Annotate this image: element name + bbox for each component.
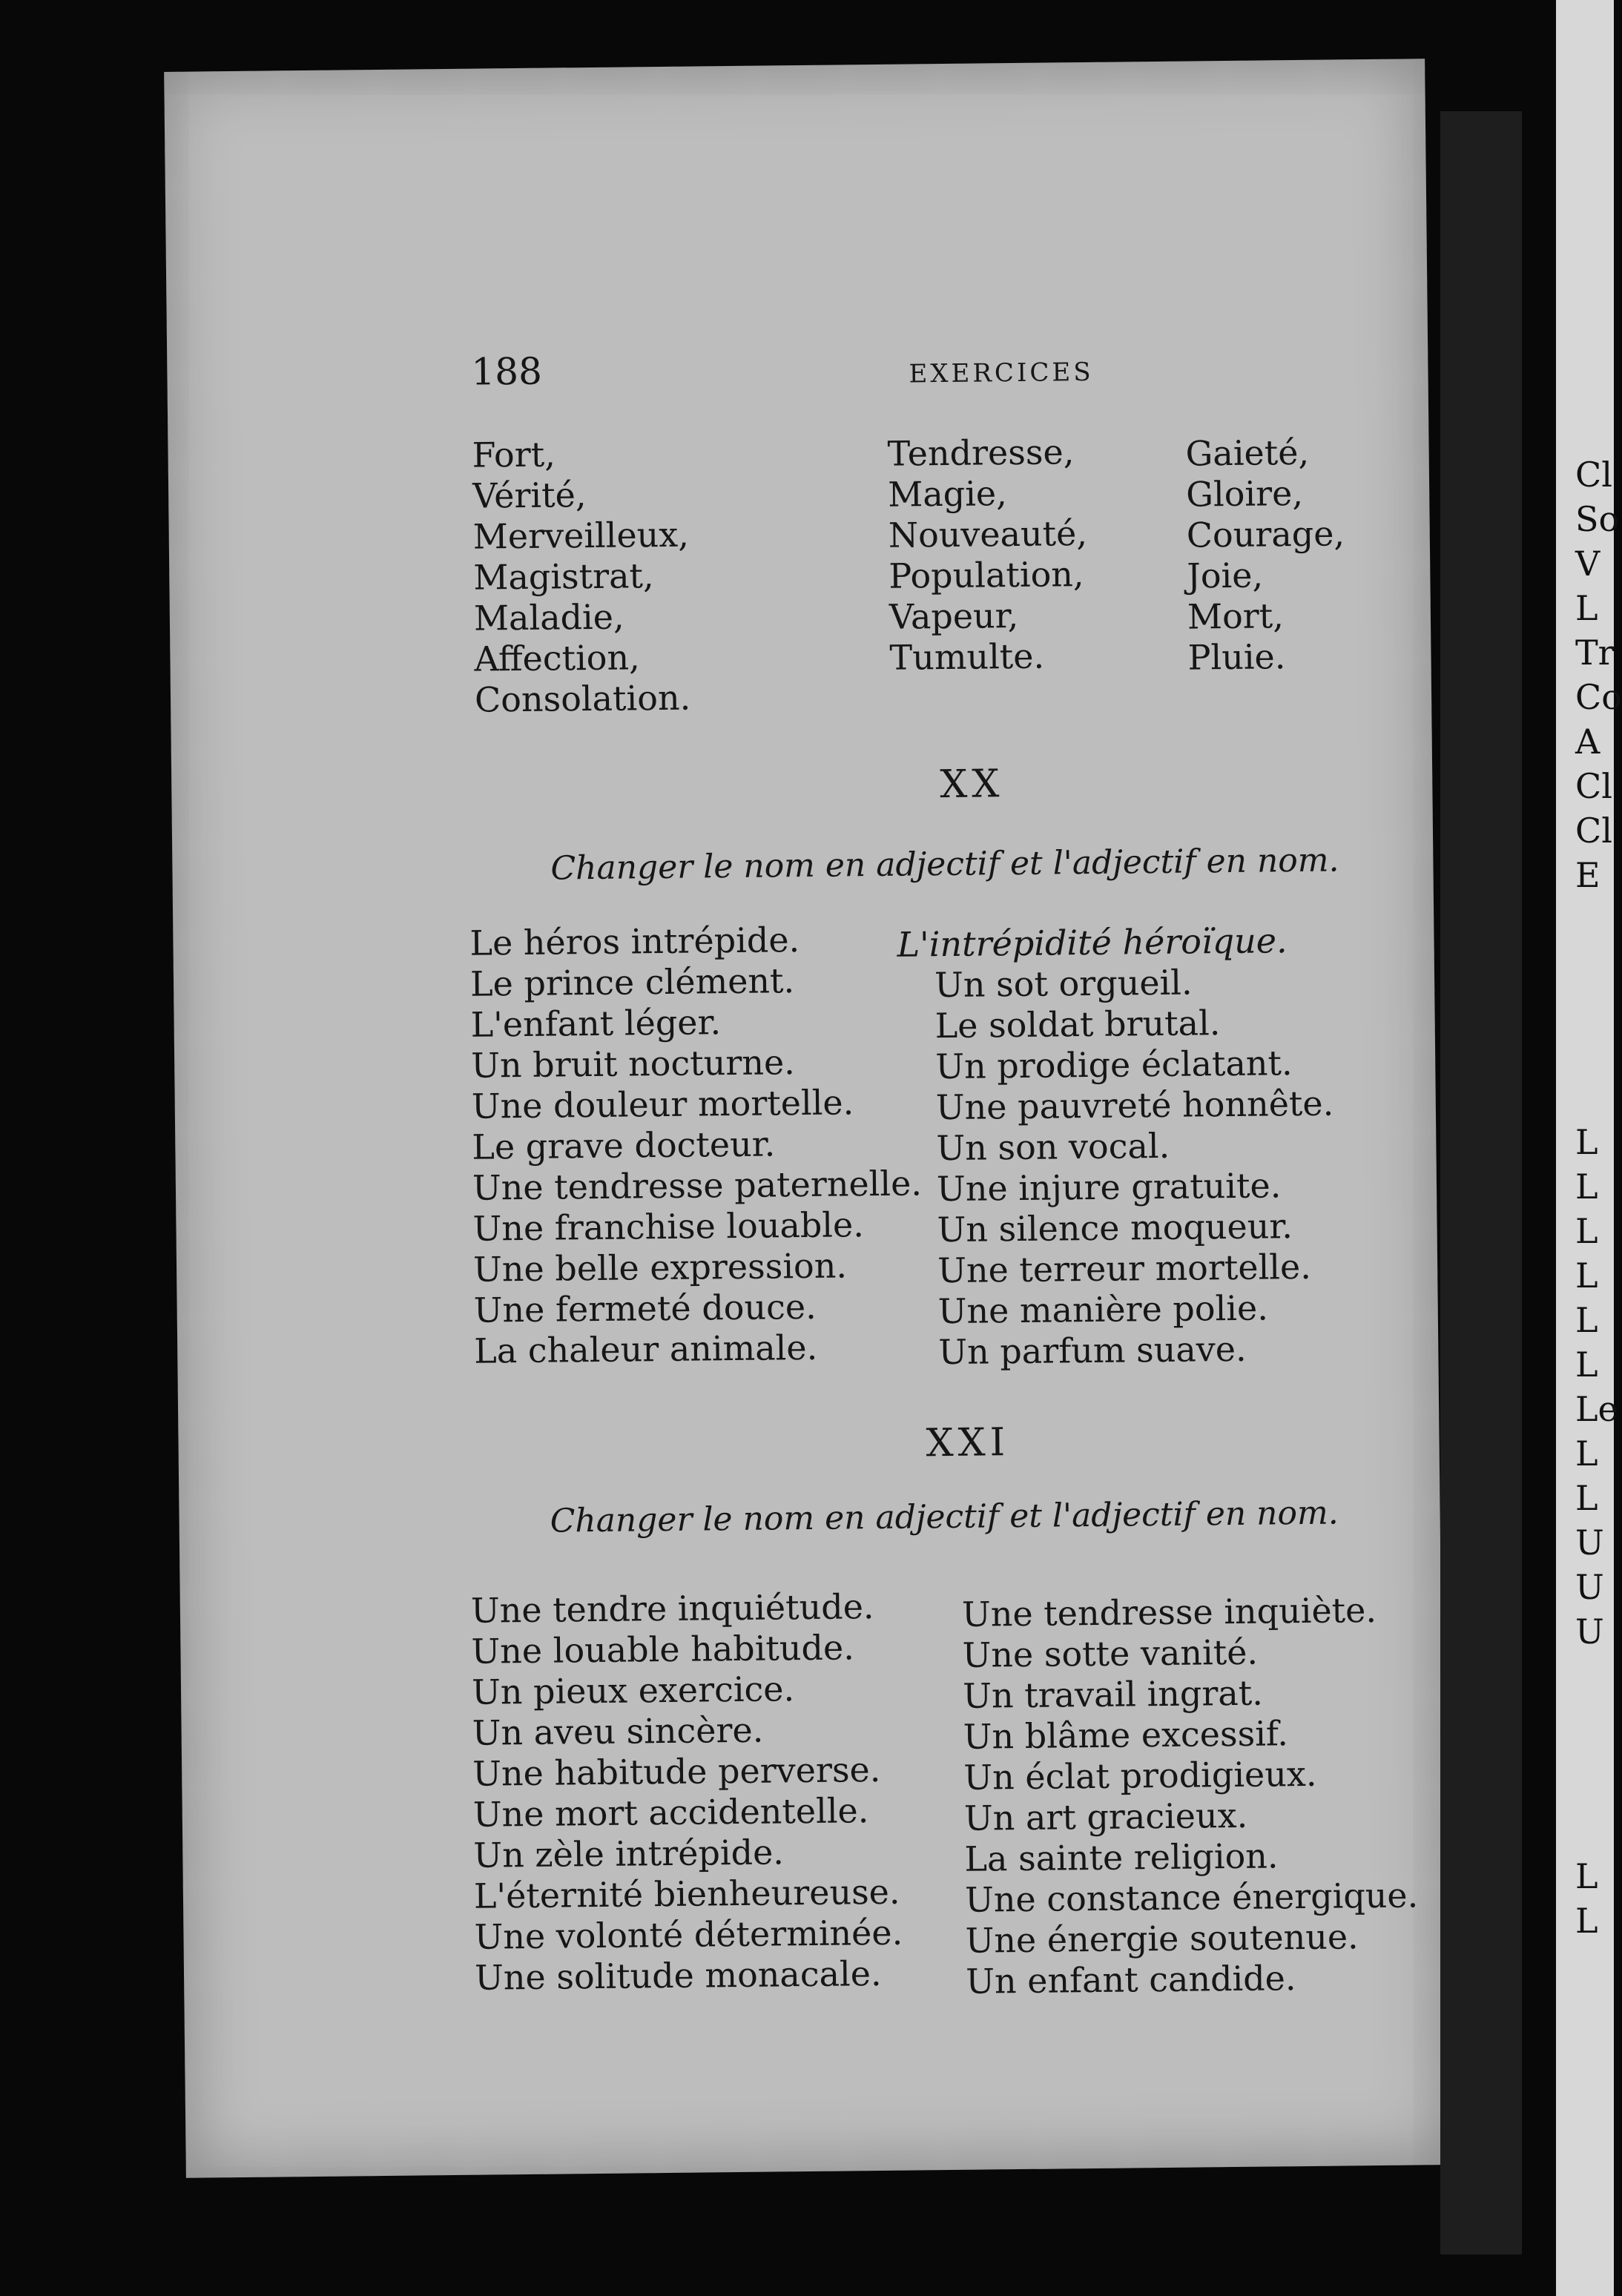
list-item: Magie, xyxy=(887,473,1008,515)
list-item: L'enfant léger. xyxy=(470,1002,722,1045)
fragment: E xyxy=(1575,855,1600,895)
list-item: Une pauvreté honnête. xyxy=(935,1083,1334,1128)
fragment: L xyxy=(1575,588,1598,628)
list-item: Gaieté, xyxy=(1185,432,1310,474)
fragment: L xyxy=(1575,1856,1598,1896)
list-item: Une volonté déterminée. xyxy=(474,1912,903,1957)
list-item: Nouveauté, xyxy=(888,512,1088,555)
list-item: Un prodige éclatant. xyxy=(934,1043,1293,1087)
fragment: L xyxy=(1575,1167,1598,1207)
list-item: La chaleur animale. xyxy=(473,1327,818,1371)
spacer xyxy=(1575,1654,1614,1854)
list-item: Une franchise louable. xyxy=(472,1204,865,1249)
list-item: Une solitude monacale. xyxy=(474,1953,882,1998)
list-item: Une terreur mortelle. xyxy=(937,1246,1312,1291)
word-list-col2 xyxy=(887,432,1089,679)
book-page xyxy=(164,59,1447,2178)
fragment: L xyxy=(1575,1434,1598,1474)
list-item: Une tendre inquiétude. xyxy=(470,1586,874,1631)
list-item: Une belle expression. xyxy=(472,1245,848,1290)
list-item: Une mort accidentelle. xyxy=(472,1790,869,1835)
list-item: Un silence moqueur. xyxy=(937,1206,1293,1250)
fragment: L xyxy=(1575,1300,1598,1340)
spacer xyxy=(1575,897,1614,1120)
fragment: Le xyxy=(1575,1389,1618,1429)
page-number: 188 xyxy=(471,349,543,394)
list-item: Le héros intrépide. xyxy=(469,920,800,963)
list-item: Pluie. xyxy=(1187,636,1286,678)
list-item: Un son vocal. xyxy=(936,1125,1170,1169)
binding-gutter xyxy=(1440,111,1522,2254)
list-item: Magistrat, xyxy=(473,555,654,598)
list-item: Une louable habitude. xyxy=(471,1627,855,1672)
list-item: Un bruit nocturne. xyxy=(470,1042,796,1086)
fragment: L xyxy=(1575,1478,1598,1518)
word-list-col3 xyxy=(1185,432,1346,678)
fragment: Co xyxy=(1575,677,1622,717)
section-xxi-left-col xyxy=(471,1586,903,1999)
fragment: V xyxy=(1575,544,1600,584)
fragment: U xyxy=(1575,1612,1604,1652)
section-xxi-instruction: Changer le nom en adjectif et l'adjectif en nom. xyxy=(550,1494,1339,1540)
list-item: Maladie, xyxy=(473,596,624,639)
running-title: EXERCICES xyxy=(909,357,1094,389)
list-item: La sainte religion. xyxy=(964,1835,1279,1879)
list-item: Une fermeté douce. xyxy=(473,1286,817,1330)
example-answer: L'intrépidité héroïque. xyxy=(897,920,1288,965)
list-item: Une constance énergique. xyxy=(964,1875,1419,1920)
fragment: L xyxy=(1575,1256,1598,1296)
section-xxi-heading: XXI xyxy=(926,1420,1010,1466)
list-item: L'éternité bienheureuse. xyxy=(473,1871,900,1916)
list-item: Un art gracieux. xyxy=(963,1795,1248,1838)
fragment: Tr xyxy=(1575,633,1615,673)
list-item: Un travail ingrat. xyxy=(962,1672,1264,1716)
list-item: Une sotte vanité. xyxy=(962,1632,1259,1675)
section-xx-heading: XX xyxy=(939,762,1004,808)
list-item: Consolation. xyxy=(474,677,691,720)
fragment: So xyxy=(1575,499,1620,539)
list-item: Une tendresse inquiète. xyxy=(961,1589,1377,1634)
word-list-col1 xyxy=(472,433,690,721)
fragment: L xyxy=(1575,1122,1598,1162)
list-item: Un enfant candide. xyxy=(965,1958,1296,2002)
fragment: Cl xyxy=(1575,766,1612,806)
list-item: Vapeur, xyxy=(889,595,1019,637)
list-item: Une tendresse paternelle. xyxy=(472,1163,923,1208)
list-item: Tumulte. xyxy=(889,636,1045,678)
list-item: Un sot orgueil. xyxy=(934,962,1193,1006)
fragment: Cl xyxy=(1575,811,1612,851)
list-item: Tendresse, xyxy=(887,432,1075,474)
list-item: Un parfum suave. xyxy=(938,1328,1247,1373)
list-item: Le grave docteur. xyxy=(472,1124,776,1167)
list-item: Une habitude perverse. xyxy=(472,1749,881,1794)
list-item: Un zèle intrépide. xyxy=(473,1832,785,1876)
list-item: Une douleur mortelle. xyxy=(471,1082,854,1126)
list-item: Une injure gratuite. xyxy=(936,1165,1282,1210)
list-item: Le soldat brutal. xyxy=(934,1003,1221,1046)
fragment: L xyxy=(1575,1901,1598,1941)
list-item: Un éclat prodigieux. xyxy=(963,1753,1317,1798)
facing-page-fragments xyxy=(1575,452,1622,1943)
fragment: L xyxy=(1575,1345,1598,1385)
list-item: Un aveu sincère. xyxy=(472,1709,764,1753)
list-item: Gloire, xyxy=(1185,472,1304,515)
list-item: Merveilleux, xyxy=(472,514,690,557)
fragment: U xyxy=(1575,1567,1604,1607)
section-xx-left-col xyxy=(469,918,923,1371)
list-item: Une énergie soutenue. xyxy=(965,1916,1359,1961)
list-item: Mort, xyxy=(1187,596,1285,637)
list-item: Vérité, xyxy=(472,475,587,516)
fragment: A xyxy=(1575,722,1600,762)
fragment: Cl xyxy=(1575,455,1612,495)
list-item: Un blâme excessif. xyxy=(963,1713,1289,1757)
list-item: Joie, xyxy=(1187,555,1264,596)
list-item: Le prince clément. xyxy=(469,960,795,1004)
section-xx-instruction: Changer le nom en adjectif et l'adjectif en nom. xyxy=(550,841,1339,888)
list-item: Un pieux exercice. xyxy=(471,1669,795,1712)
section-xxi-right-col xyxy=(962,1589,1420,2002)
fragment: L xyxy=(1575,1211,1598,1251)
list-item: Fort, xyxy=(472,434,556,475)
list-item: Courage, xyxy=(1186,513,1345,555)
list-item: Population, xyxy=(889,554,1084,596)
list-item: Une manière polie. xyxy=(937,1287,1269,1332)
list-item: Affection, xyxy=(474,637,640,679)
fragment: U xyxy=(1575,1523,1604,1563)
section-xx-right-col xyxy=(897,920,1336,1373)
